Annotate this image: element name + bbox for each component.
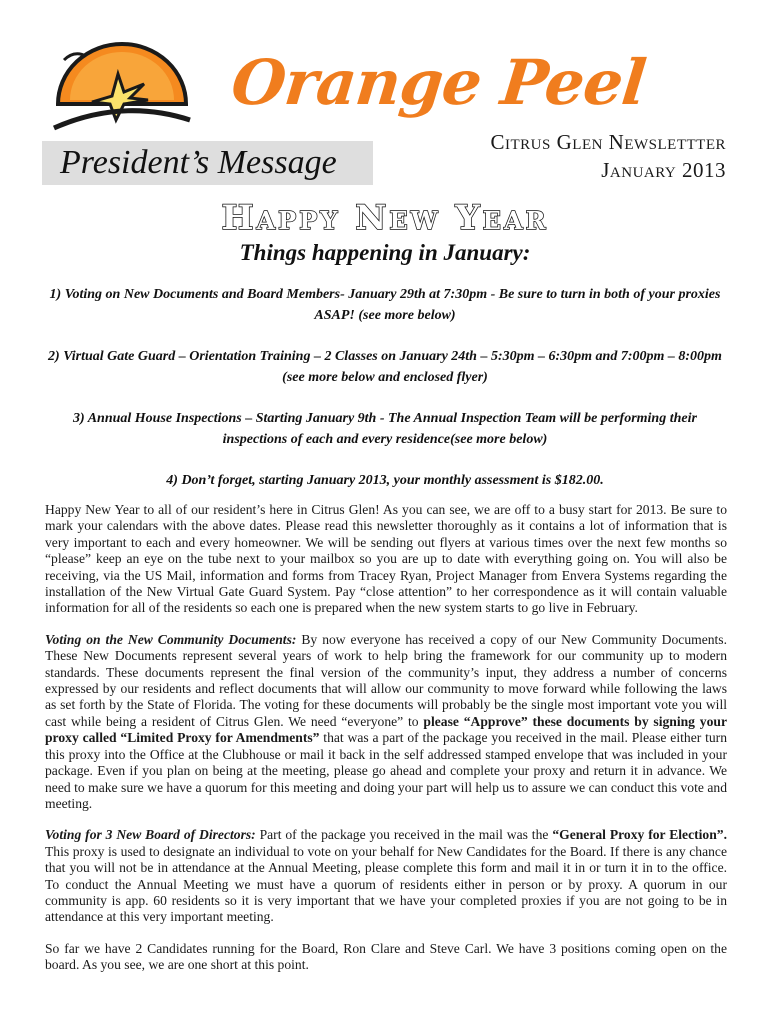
voting-board-text-2: This proxy is used to designate an individual to vote on your behalf for New Candidates for the Board. If there is any chance that you will not be in attendance at the Annual Meeting, please complete this form and mail it in or turn it in to the office. To conduct the Annual Meeting we must have a quorum of residents either in person or by proxy. A quorum in our community is app. 60 residents so it is very important that we have your completed proxies if you are not going to be in attendance at this very important meeting. bbox=[45, 843, 727, 925]
event-item-2: 2) Virtual Gate Guard – Orientation Training – 2 Classes on January 24th – 5:30pm – 6:30pm and 7:00pm – 8:00pm (see more below and enclosed flyer) bbox=[48, 349, 722, 385]
event-item-4: 4) Don’t forget, starting January 2013, your monthly assessment is $182.00. bbox=[166, 473, 604, 488]
voting-documents-paragraph bbox=[45, 632, 727, 812]
closing-paragraph: So far we have 2 Candidates running for the Board, Ron Clare and Steve Carl. We have 3 positions coming open on the board. As you see, we are one short at this point. bbox=[45, 940, 727, 973]
newsletter-name: Citrus Glen Newslettter bbox=[490, 130, 726, 154]
voting-board-emphasis: “General Proxy for Election”. bbox=[552, 827, 727, 843]
headline: Happy New Year bbox=[221, 198, 549, 238]
event-item-1: 1) Voting on New Documents and Board Members- January 29th at 7:30pm - Be sure to turn in both of your proxies ASAP! (see more below) bbox=[49, 287, 721, 323]
orange-slice-logo bbox=[52, 40, 192, 136]
voting-documents-lead: Voting on the New Community Documents: bbox=[45, 631, 297, 647]
section-label: President’s Message bbox=[42, 141, 373, 185]
newsletter-subtitle bbox=[491, 128, 726, 185]
issue-date: January 2013 bbox=[601, 158, 726, 183]
voting-board-text-1: Part of the package you received in the mail was the bbox=[255, 827, 553, 843]
voting-documents-text-1: By now everyone has received a copy of our New Community Documents. These New Documents represent several years of work to help bring the framework for our community up to modern standards. These documents represent the final version of the community’s input, they address a number of concerns expressed by our residents and reflect documents that will allow our community to move forward while following the laws as set forth by the State of Florida. The voting for these documents will probably be the single most important vote you will cast while being a resident of Citrus Glen. We need “everyone” to bbox=[45, 631, 727, 729]
voting-documents-text-2: that was a part of the package you received in the mail. Please either turn this proxy into the Office at the Clubhouse or mail it back in the self addressed stamped envelope that was included in your package. Even if you plan on being at the meeting, please go ahead and complete your proxy and return it in advance. We need to make sure we have a quorum for this meeting and doing your part will help us to assure we can conduct this vote and meeting. bbox=[45, 730, 727, 811]
subhead: Things happening in January: bbox=[239, 240, 531, 265]
letter-body bbox=[45, 502, 727, 989]
voting-board-lead: Voting for 3 New Board of Directors: bbox=[45, 827, 256, 843]
voting-board-paragraph bbox=[45, 827, 727, 925]
voting-documents-emphasis: please “Approve” these documents by signing your proxy called “Limited Proxy for Amendments” bbox=[45, 713, 727, 746]
event-item-3: 3) Annual House Inspections – Starting January 9th - The Annual Inspection Team will be performing their inspections of each and every residence(see more below) bbox=[73, 411, 697, 447]
newsletter-masthead-title: Orange Peel bbox=[228, 46, 649, 119]
intro-paragraph: Happy New Year to all of our resident’s here in Citrus Glen! As you can see, we are off to a busy start for 2013. Be sure to mark your calendars with the above dates. Please read this newsletter thoroughly as it contains a lot of information that is very important to each and every homeowner. We will be sending out flyers at various times over the next few months so “please” keep an eye on the tube next to your mailbox so you are up to date with everything going on. You will also be receiving, via the US Mail, information and forms from Tracey Ryan, Project Manager from Envera Systems regarding the installation of the New Virtual Gate Guard System. Pay “close attention” to her correspondence as it will contain valuable information for all of the residents so each one is prepared when the new system starts to go live in February. bbox=[45, 502, 727, 616]
event-list bbox=[40, 284, 730, 511]
